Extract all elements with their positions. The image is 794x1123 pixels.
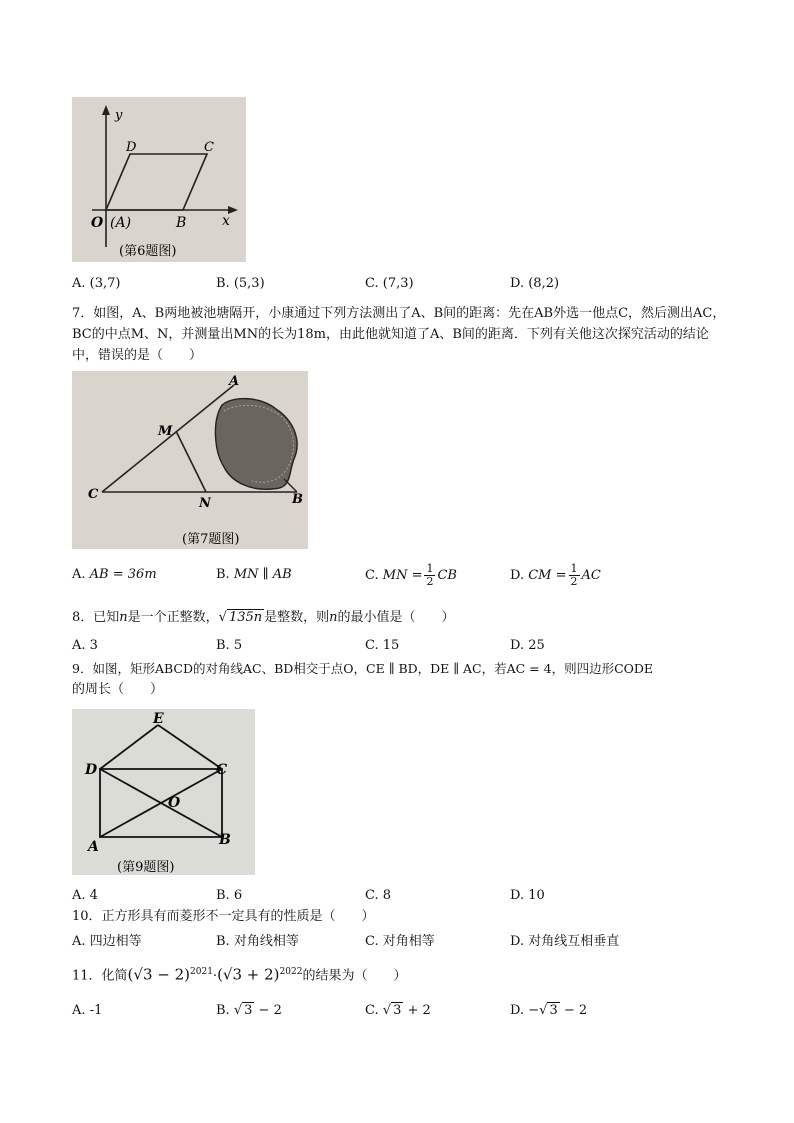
q9-option-b[interactable]: B. 6 [216,888,243,903]
fig7-label-M: M [158,424,173,439]
q9-option-a[interactable]: A. 4 [72,888,98,903]
q9-option-c[interactable]: C. 8 [365,888,392,903]
fig7-caption: (第7题图) [182,532,240,547]
q11-option-d[interactable]: D. −√ 3 − 2 [510,1003,588,1018]
q7-option-b[interactable]: B. MN ∥ AB [216,567,292,582]
q10-option-a[interactable]: A. 四边相等 [72,934,142,949]
fig9-label-B: B [219,832,231,848]
q8-option-a[interactable]: A. 3 [72,638,98,653]
q6-option-c[interactable]: C. (7,3) [365,276,414,291]
fig6-label-A: (A) [110,215,132,231]
q9-option-d[interactable]: D. 10 [510,888,545,903]
q10-options [72,930,752,952]
q8-option-c[interactable]: C. 15 [365,638,400,653]
q9-line1: 9．如图，矩形ABCD的对角线AC、BD相交于点O，CE ∥ BD，DE ∥ AC，若AC = 4，则四边形CODE [72,661,654,676]
q7-option-d[interactable]: D. CM = $\frac{1}{2}$ AC [510,562,601,588]
fig7-label-B: B [292,492,303,507]
fig7-label-N: N [199,496,211,511]
q6-option-a[interactable]: A. (3,7) [72,276,121,291]
q11-text: 11．化简$(√3 - 2)^{2021}\cdot(√3 + 2)^{2022}$的结果为（ ） [72,965,407,984]
fig6-label-B: B [176,215,187,231]
q6-options [72,276,752,298]
q7-options [72,563,752,593]
fig9-label-D: D [85,762,98,778]
q11-options [72,1003,752,1025]
q10-option-c[interactable]: C. 对角相等 [365,934,435,949]
fig6-label-C: C [204,140,214,155]
q9-line2: 的周长（ ） [72,682,164,697]
q10-text: 10．正方形具有而菱形不一定具有的性质是（ ） [72,909,375,924]
q10-option-b[interactable]: B. 对角线相等 [216,934,299,949]
fig6-label-O: O [91,215,104,231]
q7-option-a[interactable]: A. AB = 36m [72,567,157,582]
figure-6 [72,97,246,262]
q11-option-b[interactable]: B. √ 3 − 2 [216,1003,282,1018]
q11-option-a[interactable]: A. -1 [72,1003,103,1018]
q10-option-d[interactable]: D. 对角线互相垂直 [510,934,620,949]
q6-option-b[interactable]: B. (5,3) [216,276,265,291]
fig6-label-x: x [222,213,230,229]
figure-7 [72,371,308,549]
fig6-caption: (第6题图) [119,244,177,259]
figure-9 [72,709,255,875]
q6-option-d[interactable]: D. (8,2) [510,276,560,291]
q7-text: 7．如图，A、B两地被池塘隔开，小康通过下列方法测出了A、B间的距离：先在AB外选一他点C，然后测出AC，BC的中点M、N，并测量出MN的长为18m，由此他就知道了A、B间的距离．下列有关他这次探究活动的结论中，错误的是（ ） [72,306,726,363]
fig6-label-y: y [115,108,123,123]
fig9-label-A: A [88,839,99,855]
fig7-label-C: C [88,487,99,502]
fig9-caption: (第9题图) [117,860,175,875]
q8-option-d[interactable]: D. 25 [510,638,545,653]
q11-option-c[interactable]: C. √ 3 + 2 [365,1003,431,1018]
fig9-label-C: C [216,762,228,778]
q8-options [72,638,752,660]
fig7-label-A: A [229,374,240,389]
fig9-label-O: O [168,795,181,811]
q8-option-b[interactable]: B. 5 [216,638,243,653]
fig6-label-D: D [126,140,137,155]
fig9-label-E: E [153,711,164,727]
q7-option-c[interactable]: C. MN = $\frac{1}{2}$ CB [365,562,457,588]
q8-text: 8．已知n是一个正整数，√ 135n 是整数，则n的最小值是（ ） [72,610,455,625]
